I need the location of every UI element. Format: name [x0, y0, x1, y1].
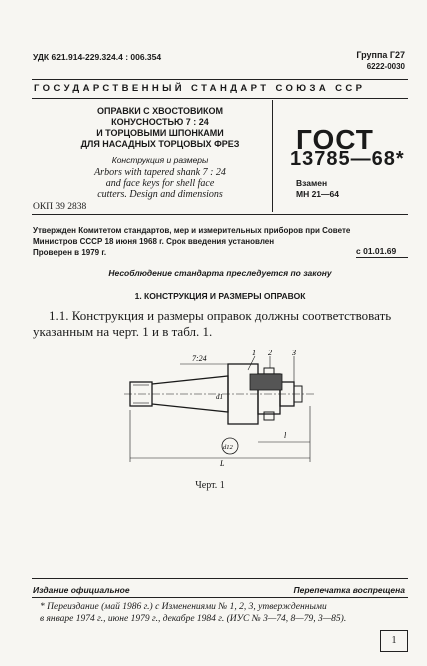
approval-line3: Проверен в 1979 г.	[33, 248, 107, 257]
approval-date: с 01.01.69	[356, 246, 397, 256]
group-code: Группа Г27	[356, 50, 405, 60]
part-label-1: 1	[252, 350, 256, 357]
drawing-caption: Черт. 1	[195, 480, 225, 491]
title-ru-line3: И ТОРЦОВЫМИ ШПОНКАМИ	[96, 128, 224, 138]
reissue-note	[40, 601, 416, 625]
dim-d1: d1	[216, 393, 223, 401]
title-ru-line1: ОПРАВКИ С ХВОСТОВИКОМ	[97, 106, 223, 116]
title-bottom-rule	[32, 214, 408, 215]
title-ru-subtitle: Конструкция и размеры	[111, 155, 209, 165]
top-rule-2	[32, 98, 408, 99]
paragraph-line2: указанным на черт. 1 и в табл. 1.	[33, 324, 213, 339]
replaces-label: Взамен	[296, 178, 328, 188]
gost-number: 13785—68*	[290, 148, 405, 170]
top-rule-1	[32, 79, 408, 80]
page-number: 1	[380, 630, 408, 652]
title-en-line2: and face keys for shell face	[105, 178, 215, 189]
title-ru-block	[60, 106, 260, 150]
dim-l: l	[284, 431, 287, 440]
title-divider	[272, 100, 273, 212]
taper-label: 7:24	[192, 354, 207, 363]
dim-d2: d12	[223, 444, 233, 451]
title-en-block	[60, 167, 260, 200]
approval-line2: Министров СССР 18 июня 1968 г. Срок введения установлен	[33, 237, 275, 246]
footer-rule	[32, 578, 408, 579]
product-code: 6222-0030	[366, 62, 405, 71]
reissue-note-line1: * Переиздание (май 1986 г.) с Изменениями № 1, 2, 3, утвержденными	[40, 602, 327, 612]
reprint-prohibited: Перепечатка воспрещена	[293, 585, 405, 595]
footer-rule-2	[32, 597, 408, 598]
paragraph-line1: 1.1. Конструкция и размеры оправок должны соответствовать	[49, 308, 392, 323]
replaces-value: МН 21—64	[296, 189, 339, 199]
gost-label: ГОСТ	[296, 124, 374, 155]
approval-date-underline	[356, 257, 408, 258]
section-title: 1. КОНСТРУКЦИЯ И РАЗМЕРЫ ОПРАВОК	[134, 291, 306, 301]
title-en-line1: Arbors with tapered shank 7 : 24	[94, 167, 226, 178]
title-ru-line2: КОНУСНОСТЬЮ 7 : 24	[111, 117, 209, 127]
official-edition: Издание официальное	[33, 585, 130, 595]
reissue-note-line2: в январе 1974 г., июне 1979 г., декабре 1984 г. (ИУС № 3—74, 8—79, 3—85).	[40, 614, 347, 624]
state-standard-banner: ГОСУДАРСТВЕННЫЙ СТАНДАРТ СОЮЗА ССР	[34, 83, 366, 94]
part-label-3: 3	[292, 350, 296, 357]
approval-line1: Утвержден Комитетом стандартов, мер и измерительных приборов при Совете	[33, 226, 351, 235]
title-ru-line4: ДЛЯ НАСАДНЫХ ТОРЦОВЫХ ФРЕЗ	[80, 139, 240, 149]
udk-code: УДК 621.914-229.324.4 : 006.354	[33, 52, 162, 62]
law-notice: Несоблюдение стандарта преследуется по закону	[108, 268, 332, 278]
part-label-2: 2	[268, 350, 272, 357]
title-en-line3: cutters. Design and dimensions	[97, 189, 223, 200]
okp-code: ОКП 39 2838	[33, 202, 87, 212]
dim-L: L	[220, 459, 225, 468]
arbor-drawing	[120, 350, 320, 468]
paragraph-1-1	[33, 308, 413, 340]
